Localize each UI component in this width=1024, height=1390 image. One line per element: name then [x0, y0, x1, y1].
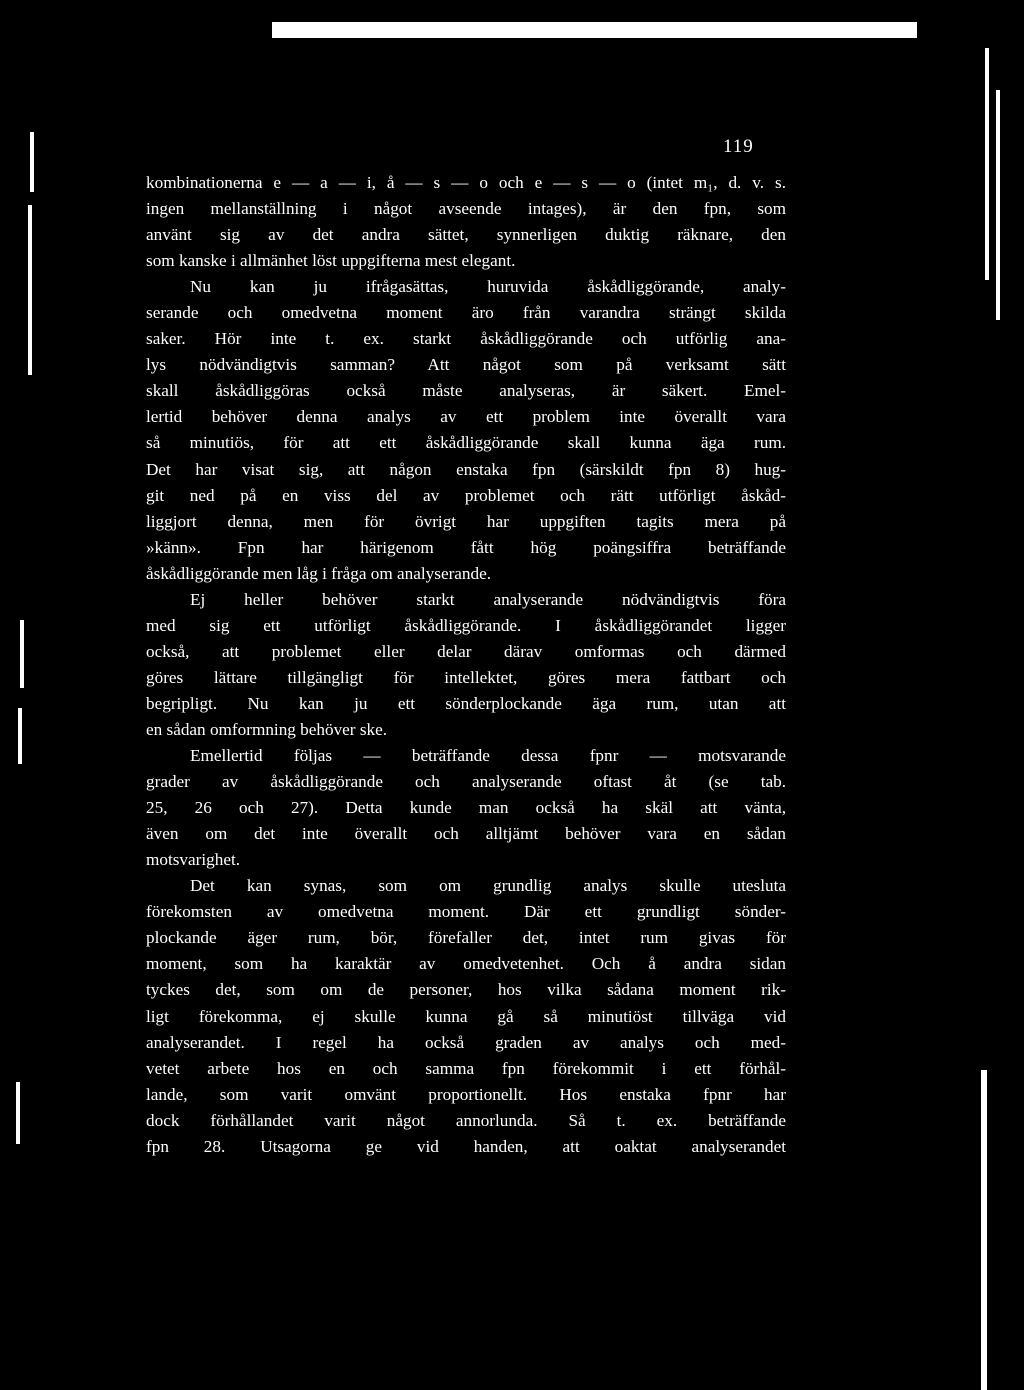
page-number: 119 [723, 136, 754, 157]
text-line: även om det inte överallt och alltjämt behöver vara en sådan [146, 824, 786, 844]
text-line: lertid behöver denna analys av ett problem inte överallt vara [146, 407, 786, 427]
body-text [146, 170, 786, 1160]
text-line: förekomsten av omedvetna moment. Där ett grundligt sönder- [146, 902, 786, 922]
text-line: använt sig av det andra sättet, synnerligen duktig räknare, den [146, 225, 786, 245]
scan-edge-right-3 [981, 1070, 987, 1390]
text-line: »känn». Fpn har härigenom fått hög poängsiffra beträffande [146, 537, 786, 557]
scan-edge-right-1 [985, 48, 989, 280]
text-line: tyckes det, som om de personer, hos vilka sådana moment rik- [146, 980, 786, 1000]
scan-edge-left-1 [30, 132, 34, 192]
text-line: saker. Hör inte t. ex. starkt åskådliggörande och utförlig ana- [146, 329, 786, 349]
text-line: lys nödvändigtvis samman? Att något som på verksamt sätt [146, 355, 786, 375]
text-line: fpn 28. Utsagorna ge vid handen, att oaktat analyserandet [146, 1136, 786, 1156]
text-line: analyserandet. I regel ha också graden av analys och med- [146, 1032, 786, 1052]
text-line: en sådan omformning behöver ske. [146, 719, 388, 739]
text-line: moment, som ha karaktär av omedvetenhet. Och å andra sidan [146, 954, 786, 974]
text-line: med sig ett utförligt åskådliggörande. I åskådliggörandet ligger [146, 615, 786, 635]
text-line: Det har visat sig, att någon enstaka fpn (särskildt fpn 8) hug- [146, 459, 786, 479]
text-line: 25, 26 och 27). Detta kunde man också ha skäl att vänta, [146, 798, 786, 818]
text-line: ingen mellanställning i något avseende intages), är den fpn, som [146, 199, 786, 219]
text-line: åskådliggörande men låg i fråga om analyserande. [146, 563, 492, 583]
text-line: vetet arbete hos en och samma fpn förekommit i ett förhål- [146, 1058, 786, 1078]
text-line: också, att problemet eller delar därav omformas och därmed [146, 641, 786, 661]
scan-edge-left-2 [28, 205, 32, 375]
text-line: så minutiös, för att ett åskådliggörande skall kunna äga rum. [146, 433, 786, 453]
scan-edge-left-4 [18, 708, 22, 764]
text-line: serande och omedvetna moment äro från varandra strängt skilda [146, 303, 786, 323]
text-line: motsvarighet. [146, 850, 241, 870]
text-line: göres lättare tillgängligt för intellektet, göres mera fattbart och [146, 667, 786, 687]
text-line: lande, som varit omvänt proportionellt. Hos enstaka fpnr har [146, 1084, 786, 1104]
text-line: plockande äger rum, bör, förefaller det, intet rum givas för [146, 928, 786, 948]
scan-edge-left-5 [16, 1082, 20, 1144]
text-line: Det kan synas, som om grundlig analys skulle utesluta [190, 876, 786, 896]
text-line: git ned på en viss del av problemet och rätt utförligt åskåd- [146, 485, 786, 505]
text-line: som kanske i allmänhet löst uppgifterna mest elegant. [146, 251, 516, 271]
scan-edge-top [272, 22, 917, 38]
text-line: Emellertid följas — beträffande dessa fpnr — motsvarande [190, 746, 786, 766]
text-line: begripligt. Nu kan ju ett sönderplockande äga rum, utan att [146, 693, 786, 713]
text-line: skall åskådliggöras också måste analyseras, är säkert. Emel- [146, 381, 786, 401]
text-line: liggjort denna, men för övrigt har uppgiften tagits mera på [146, 511, 786, 531]
text-line: grader av åskådliggörande och analyserande oftast åt (se tab. [146, 772, 786, 792]
text-line: Nu kan ju ifrågasättas, huruvida åskådliggörande, analy- [190, 277, 786, 297]
scan-edge-right-2 [996, 90, 1000, 320]
text-line: kombinationerna e — a — i, å — s — o och e — s — o (intet m₁, d. v. s. [146, 173, 786, 192]
text-line: Ej heller behöver starkt analyserande nödvändigtvis föra [190, 589, 786, 609]
text-line: dock förhållandet varit något annorlunda. Så t. ex. beträffande [146, 1110, 786, 1130]
scan-edge-left-3 [20, 620, 24, 688]
text-line: ligt förekomma, ej skulle kunna gå så minutiöst tillväga vid [146, 1006, 786, 1026]
